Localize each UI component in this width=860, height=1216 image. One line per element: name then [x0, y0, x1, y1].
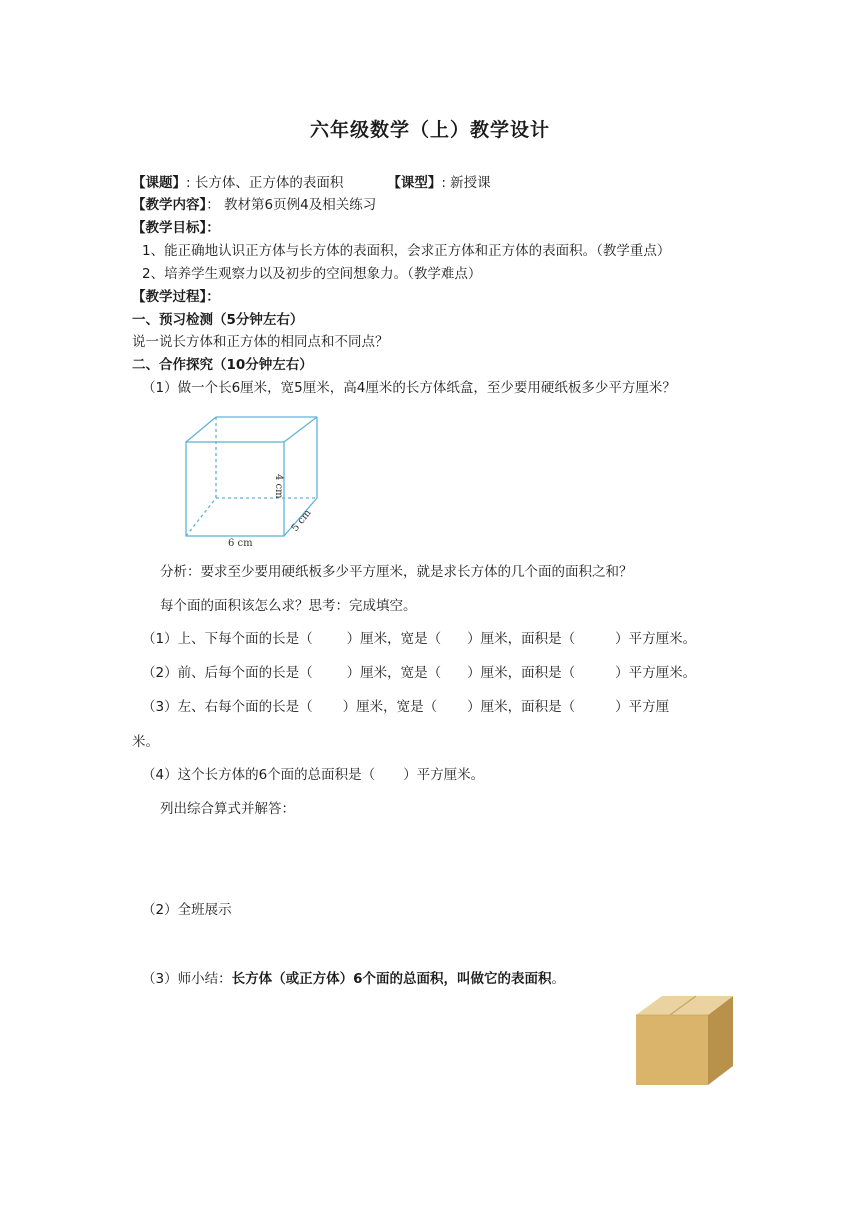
- width-label: 5 cm: [289, 507, 314, 534]
- section2-heading: 二、合作探究（10分钟左右）: [132, 357, 313, 373]
- section1-heading: 一、预习检测（5分钟左右）: [132, 312, 304, 328]
- cuboid-front-face: [186, 442, 284, 536]
- formula-prompt: 列出综合算式并解答：: [160, 801, 295, 817]
- cardboard-box-image: [636, 994, 734, 1086]
- cuboid-edge: [186, 417, 216, 442]
- content-label: 【教学内容】: [132, 197, 207, 213]
- goal-2: 2、培养学生观察力以及初步的空间想象力。（教学难点）: [142, 266, 482, 282]
- think-text: 每个面的面积该怎么求？思考：完成填空。: [160, 598, 417, 614]
- cuboid-edge: [284, 417, 317, 442]
- question-2: （2）前、后每个面的长是（ ）厘米，宽是（ ）厘米，面积是（ ）平方厘米。: [142, 665, 697, 681]
- type-label: 【课型】: [387, 175, 442, 191]
- topic-label: 【课题】: [132, 175, 186, 191]
- summary: （3）师小结：长方体（或正方体）6个面的总面积，叫做它的表面积。: [142, 971, 565, 987]
- content-value: ： 教材第6页例4及相关练习: [206, 197, 377, 213]
- section1-text: 说一说长方体和正方体的相同点和不同点？: [132, 334, 389, 350]
- question-3: （3）左、右每个面的长是（ ）厘米，宽是（ ）厘米，面积是（ ）平方厘: [142, 699, 670, 715]
- topic-line: [132, 173, 491, 193]
- question-1: （1）上、下每个面的长是（ ）厘米，宽是（ ）厘米，面积是（ ）平方厘米。: [142, 631, 697, 647]
- height-label: 4 cm: [273, 474, 284, 499]
- question-4: （4）这个长方体的6个面的总面积是（ ）平方厘米。: [142, 767, 485, 783]
- goals-label: 【教学目标】：: [132, 220, 220, 236]
- analysis-text: 分析：要求至少要用硬纸板多少平方厘米，就是求长方体的几个面的面积之和？: [160, 564, 633, 580]
- content-line: [132, 195, 376, 215]
- box-front: [636, 1015, 708, 1085]
- topic-value: : 长方体、正方体的表面积: [186, 175, 344, 191]
- page-title: 六年级数学（上）教学设计: [309, 119, 550, 141]
- class-show: （2）全班展示: [142, 902, 232, 918]
- length-label: 6 cm: [228, 538, 253, 547]
- cuboid-figure: [178, 412, 338, 547]
- cuboid-hidden-edge: [186, 498, 216, 536]
- goal-1: 1、能正确地认识正方体与长方体的表面积，会求正方体和正方体的表面积。（教学重点）: [142, 243, 671, 259]
- problem-1: （1）做一个长6厘米，宽5厘米，高4厘米的长方体纸盒，至少要用硬纸板多少平方厘米？: [142, 380, 676, 396]
- question-3-continued: 米。: [132, 734, 159, 750]
- type-value: : 新授课: [441, 175, 491, 191]
- process-label: 【教学过程】：: [132, 289, 220, 305]
